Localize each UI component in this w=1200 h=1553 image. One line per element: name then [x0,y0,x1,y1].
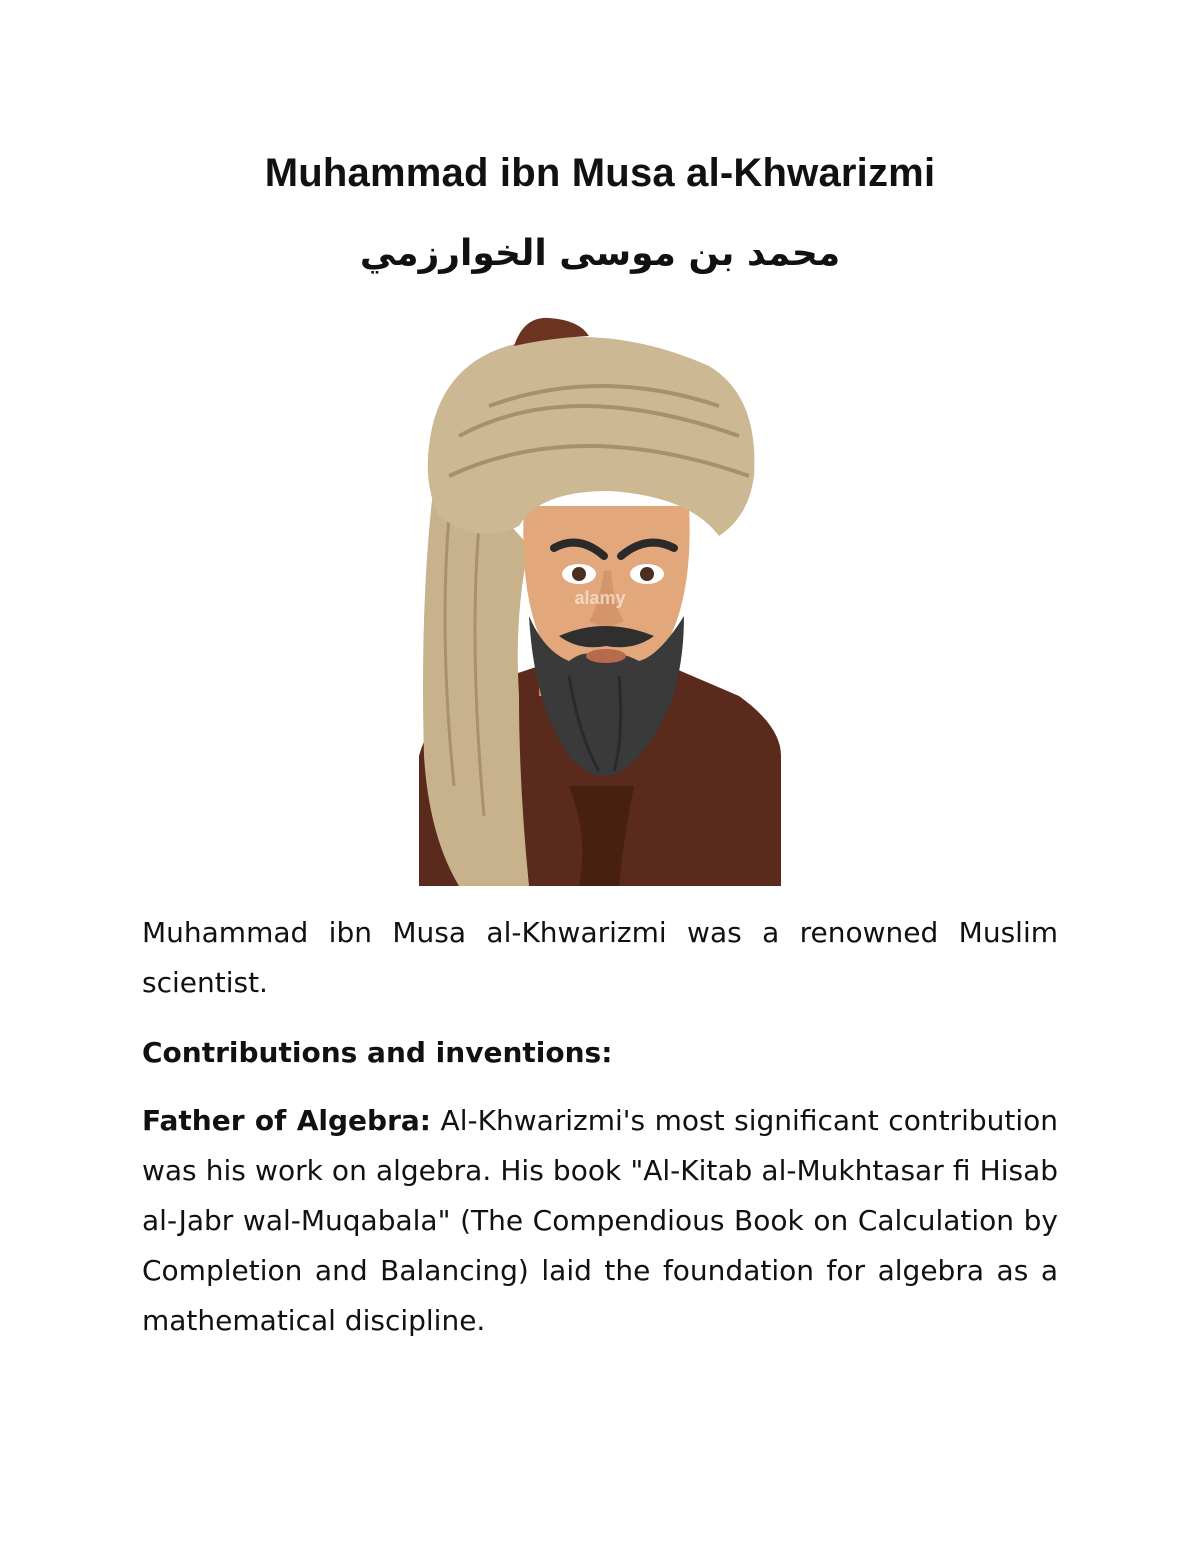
algebra-lead: Father of Algebra: [142,1104,431,1137]
watermark-text: alamy [574,588,626,608]
algebra-paragraph [142,1096,1058,1346]
algebra-text: Al-Khwarizmi's most significant contribution was his work on algebra. His book "Al-Kitab al-Mukhtasar fi Hisab al-Jabr wal-Muqabala" (The Compendious Book on Calculation by Completion and Balancing) laid the foundation for algebra as a mathematical discipline. [142,1104,1059,1337]
intro-paragraph: Muhammad ibn Musa al-Khwarizmi was a renowned Muslim scientist. [142,916,1058,999]
contributions-heading: Contributions and inventions: [142,1036,613,1069]
page-title: Muhammad ibn Musa al-Khwarizmi [264,151,936,195]
arabic-title: محمد بن موسى الخوارزمي [359,233,841,274]
portrait-image [419,316,781,886]
